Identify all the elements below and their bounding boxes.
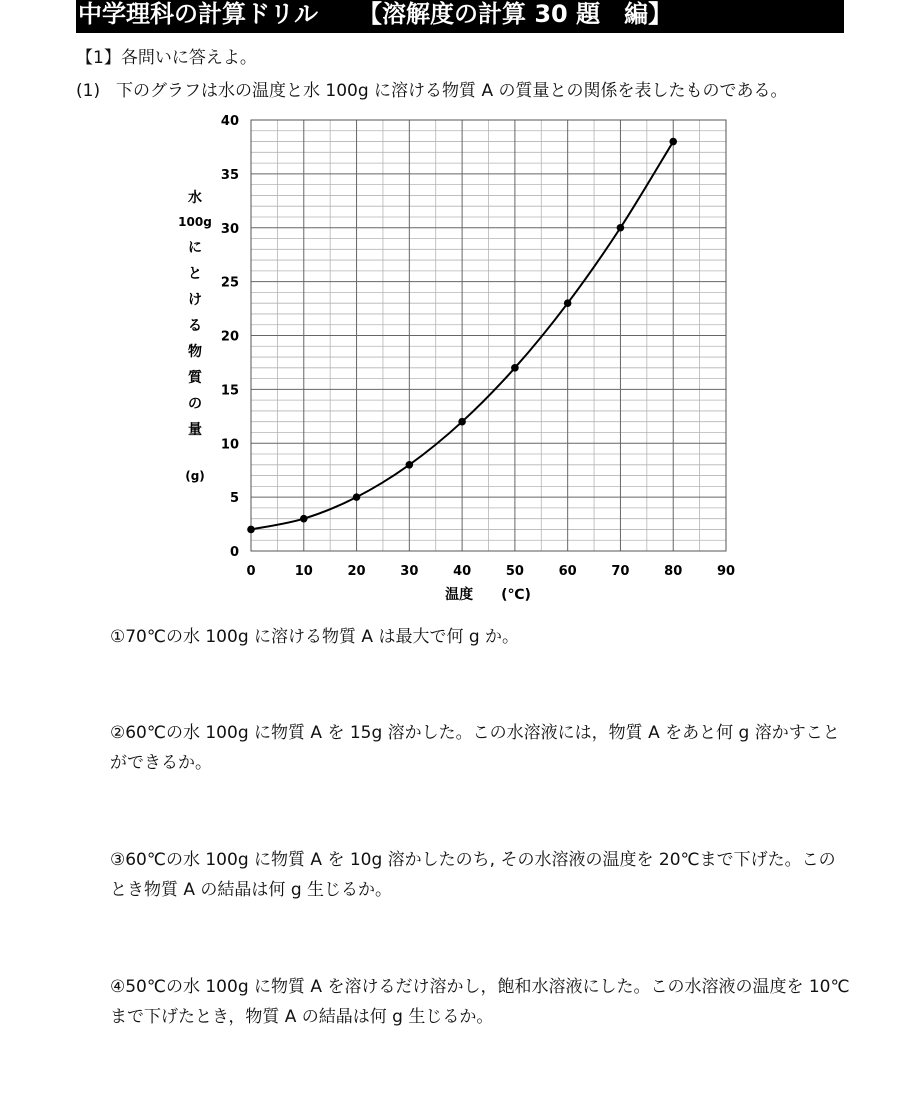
x-tick-label: 10 — [294, 564, 313, 579]
series-line — [251, 142, 673, 530]
data-point — [669, 138, 677, 146]
x-tick-label: 60 — [558, 564, 577, 579]
y-tick-label: 0 — [229, 545, 239, 560]
question-number: (1) — [76, 81, 101, 101]
minor-grid — [251, 120, 726, 551]
data-point — [458, 418, 466, 426]
x-axis-label: 温度 (℃) — [445, 587, 531, 603]
question-text: 下のグラフは水の温度と水 100g に溶ける物質 A の質量との関係を表したものである。 — [116, 81, 788, 101]
x-tick-label: 20 — [347, 564, 366, 579]
y-tick-label: 40 — [220, 114, 239, 129]
x-tick-label: 90 — [716, 564, 736, 579]
y-axis-label-char: 質 — [188, 370, 202, 386]
data-point — [511, 364, 519, 372]
data-point — [617, 224, 625, 232]
plot-frame — [251, 120, 726, 551]
sub-question-1: ①70℃の水 100g に溶ける物質 A は最大で何 g か。 — [110, 627, 520, 647]
section-label: 【1】各問いに答えよ。 — [76, 48, 257, 68]
y-axis-label-char: け — [188, 292, 202, 308]
x-tick-label: 70 — [611, 564, 630, 579]
y-tick-label: 25 — [220, 275, 239, 291]
sub-question-3: ③60℃の水 100g に物質 A を 10g 溶かしたのち, その水溶液の温度を 20℃まで下げた。このとき物質 A の結晶は何 g 生じるか。 — [110, 850, 836, 900]
y-tick-label: 35 — [220, 167, 239, 183]
data-points — [247, 138, 677, 534]
page-subtitle: 【溶解度の計算 30 題 編】 — [358, 0, 673, 28]
y-axis-label-char: 物 — [188, 344, 202, 360]
data-point — [247, 526, 255, 534]
y-axis-label-char: (g) — [185, 469, 205, 483]
x-tick-labels — [246, 564, 735, 579]
y-tick-labels — [221, 114, 239, 560]
data-point — [300, 515, 308, 523]
x-tick-label: 80 — [664, 564, 683, 579]
y-axis-label-char: 量 — [188, 422, 202, 438]
y-axis-label-char: 100g — [178, 215, 212, 229]
x-tick-label: 30 — [400, 564, 419, 579]
y-axis-label-char: る — [188, 318, 202, 334]
sub-question-2: ②60℃の水 100g に物質 A を 15g 溶かした。この水溶液には，物質 A をあと何 g 溶かすことができるか。 — [110, 723, 840, 773]
data-point — [406, 461, 414, 469]
page-title: 中学理科の計算ドリル — [78, 0, 318, 28]
y-axis-label-char: と — [188, 266, 202, 282]
y-axis-label-char: の — [188, 396, 202, 412]
x-tick-label: 40 — [453, 564, 472, 579]
data-point — [564, 299, 572, 307]
y-tick-label: 15 — [220, 383, 239, 399]
major-grid — [251, 120, 726, 551]
x-tick-label: 0 — [246, 564, 256, 579]
y-tick-label: 20 — [220, 329, 239, 345]
y-tick-label: 30 — [220, 221, 239, 237]
title-bar — [76, 0, 844, 33]
sub-question-4: ④50℃の水 100g に物質 A を溶けるだけ溶かし，飽和水溶液にした。この水溶液の温度を 10℃まで下げたとき，物質 A の結晶は何 g 生じるか。 — [110, 977, 850, 1027]
data-point — [353, 493, 361, 501]
x-tick-label: 50 — [505, 564, 524, 579]
y-tick-label: 10 — [220, 437, 239, 453]
y-axis-label-char: 水 — [188, 190, 202, 206]
y-axis-label-char: に — [188, 240, 202, 256]
y-tick-label: 5 — [229, 491, 239, 507]
y-axis-label — [178, 189, 212, 483]
